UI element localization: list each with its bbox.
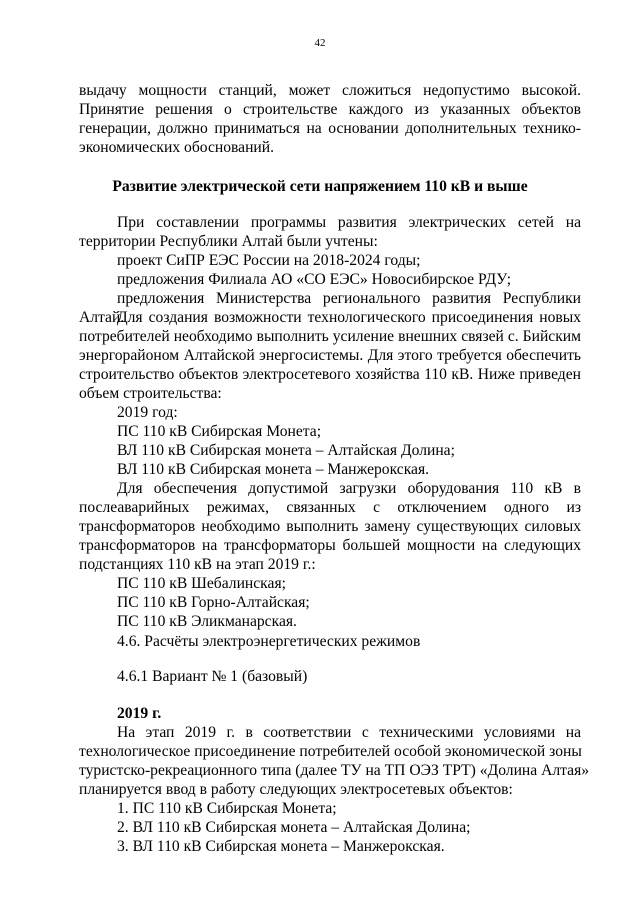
subsection-heading: 4.6. Расчёты электроэнергетических режимов: [117, 633, 421, 650]
text-line: Для создания возможности технологического присоединения новых: [117, 309, 581, 326]
text-line: энергорайоном Алтайской энергосистемы. Для этого требуется обеспечить: [79, 347, 581, 364]
list-item: предложения Министерства регионального развития Республики: [117, 290, 581, 307]
list-item: ВЛ 110 кВ Сибирская монета – Алтайская Долина;: [117, 442, 455, 459]
text-line: При составлении программы развития электрических сетей на: [117, 214, 581, 231]
page-number: 42: [314, 37, 326, 49]
section-heading: Развитие электрической сети напряжением 110 кВ и выше: [112, 178, 528, 195]
subsection-heading: 4.6.1 Вариант № 1 (базовый): [117, 668, 308, 685]
text-line: территории Республики Алтай были учтены:: [79, 233, 378, 250]
text-line: потребителей необходимо выполнить усиление внешних связей с. Бийским: [79, 328, 581, 345]
text-line: подстанциях 110 кВ на этап 2019 г.:: [79, 556, 316, 573]
list-item: ПС 110 кВ Эликманарская.: [117, 613, 297, 630]
text-line: выдачу мощности станций, может сложиться недопустимо высокой.: [79, 82, 581, 99]
text-line: экономических обоснований.: [79, 139, 275, 156]
list-item: 2. ВЛ 110 кВ Сибирская монета – Алтайская Долина;: [117, 819, 471, 836]
transformers-paragraph: [79, 479, 581, 631]
stage-2019-block: [79, 704, 590, 856]
text-line: На этап 2019 г. в соответствии с техническими условиями на: [117, 724, 581, 741]
intro-paragraph: [79, 81, 581, 157]
text-line: туристско-рекреационного типа (далее ТУ на ТП ОЭЗ ТРТ) «Долина Алтая»: [79, 762, 590, 779]
year-label: 2019 год:: [117, 404, 178, 421]
stage-heading: 2019 г.: [117, 705, 162, 722]
list-item: ПС 110 кВ Горно-Алтайская;: [117, 594, 310, 611]
text-line: Для обеспечения допустимой загрузки оборудования 110 кВ в: [117, 480, 581, 497]
list-item: 1. ПС 110 кВ Сибирская Монета;: [117, 800, 337, 817]
text-line: объем строительства:: [79, 385, 222, 402]
list-item: ПС 110 кВ Шебалинская;: [117, 575, 286, 592]
list-item: 3. ВЛ 110 кВ Сибирская монета – Манжерокская.: [117, 838, 445, 855]
list-item: ВЛ 110 кВ Сибирская монета – Манжерокская.: [117, 461, 430, 478]
text-line: трансформаторов необходимо выполнить замену существующих силовых: [79, 518, 581, 535]
list-item: проект СиПР ЕЭС России на 2018-2024 годы;: [117, 252, 421, 269]
text-line: трансформаторов на трансформаторы большей мощности на следующих: [79, 537, 581, 554]
list-item: ПС 110 кВ Сибирская Монета;: [117, 423, 322, 440]
text-line: Принятие решения о строительстве каждого из указанных объектов: [79, 101, 581, 118]
text-line: Алтай.: [79, 309, 125, 326]
text-line: строительство объектов электросетевого хозяйства 110 кВ. Ниже приведен: [79, 366, 581, 383]
text-line: планируется ввод в работу следующих электросетевых объектов:: [79, 781, 513, 798]
connection-paragraph: [79, 308, 581, 479]
text-line: генерации, должно приниматься на основании дополнительных технико-: [79, 120, 581, 137]
text-line: технологическое присоединение потребителей особой экономической зоны: [79, 743, 582, 760]
text-line: послеаварийных режимах, связанных с отключением одного из: [79, 499, 581, 516]
list-item: предложения Филиала АО «СО ЕЭС» Новосибирское РДУ;: [117, 271, 512, 288]
